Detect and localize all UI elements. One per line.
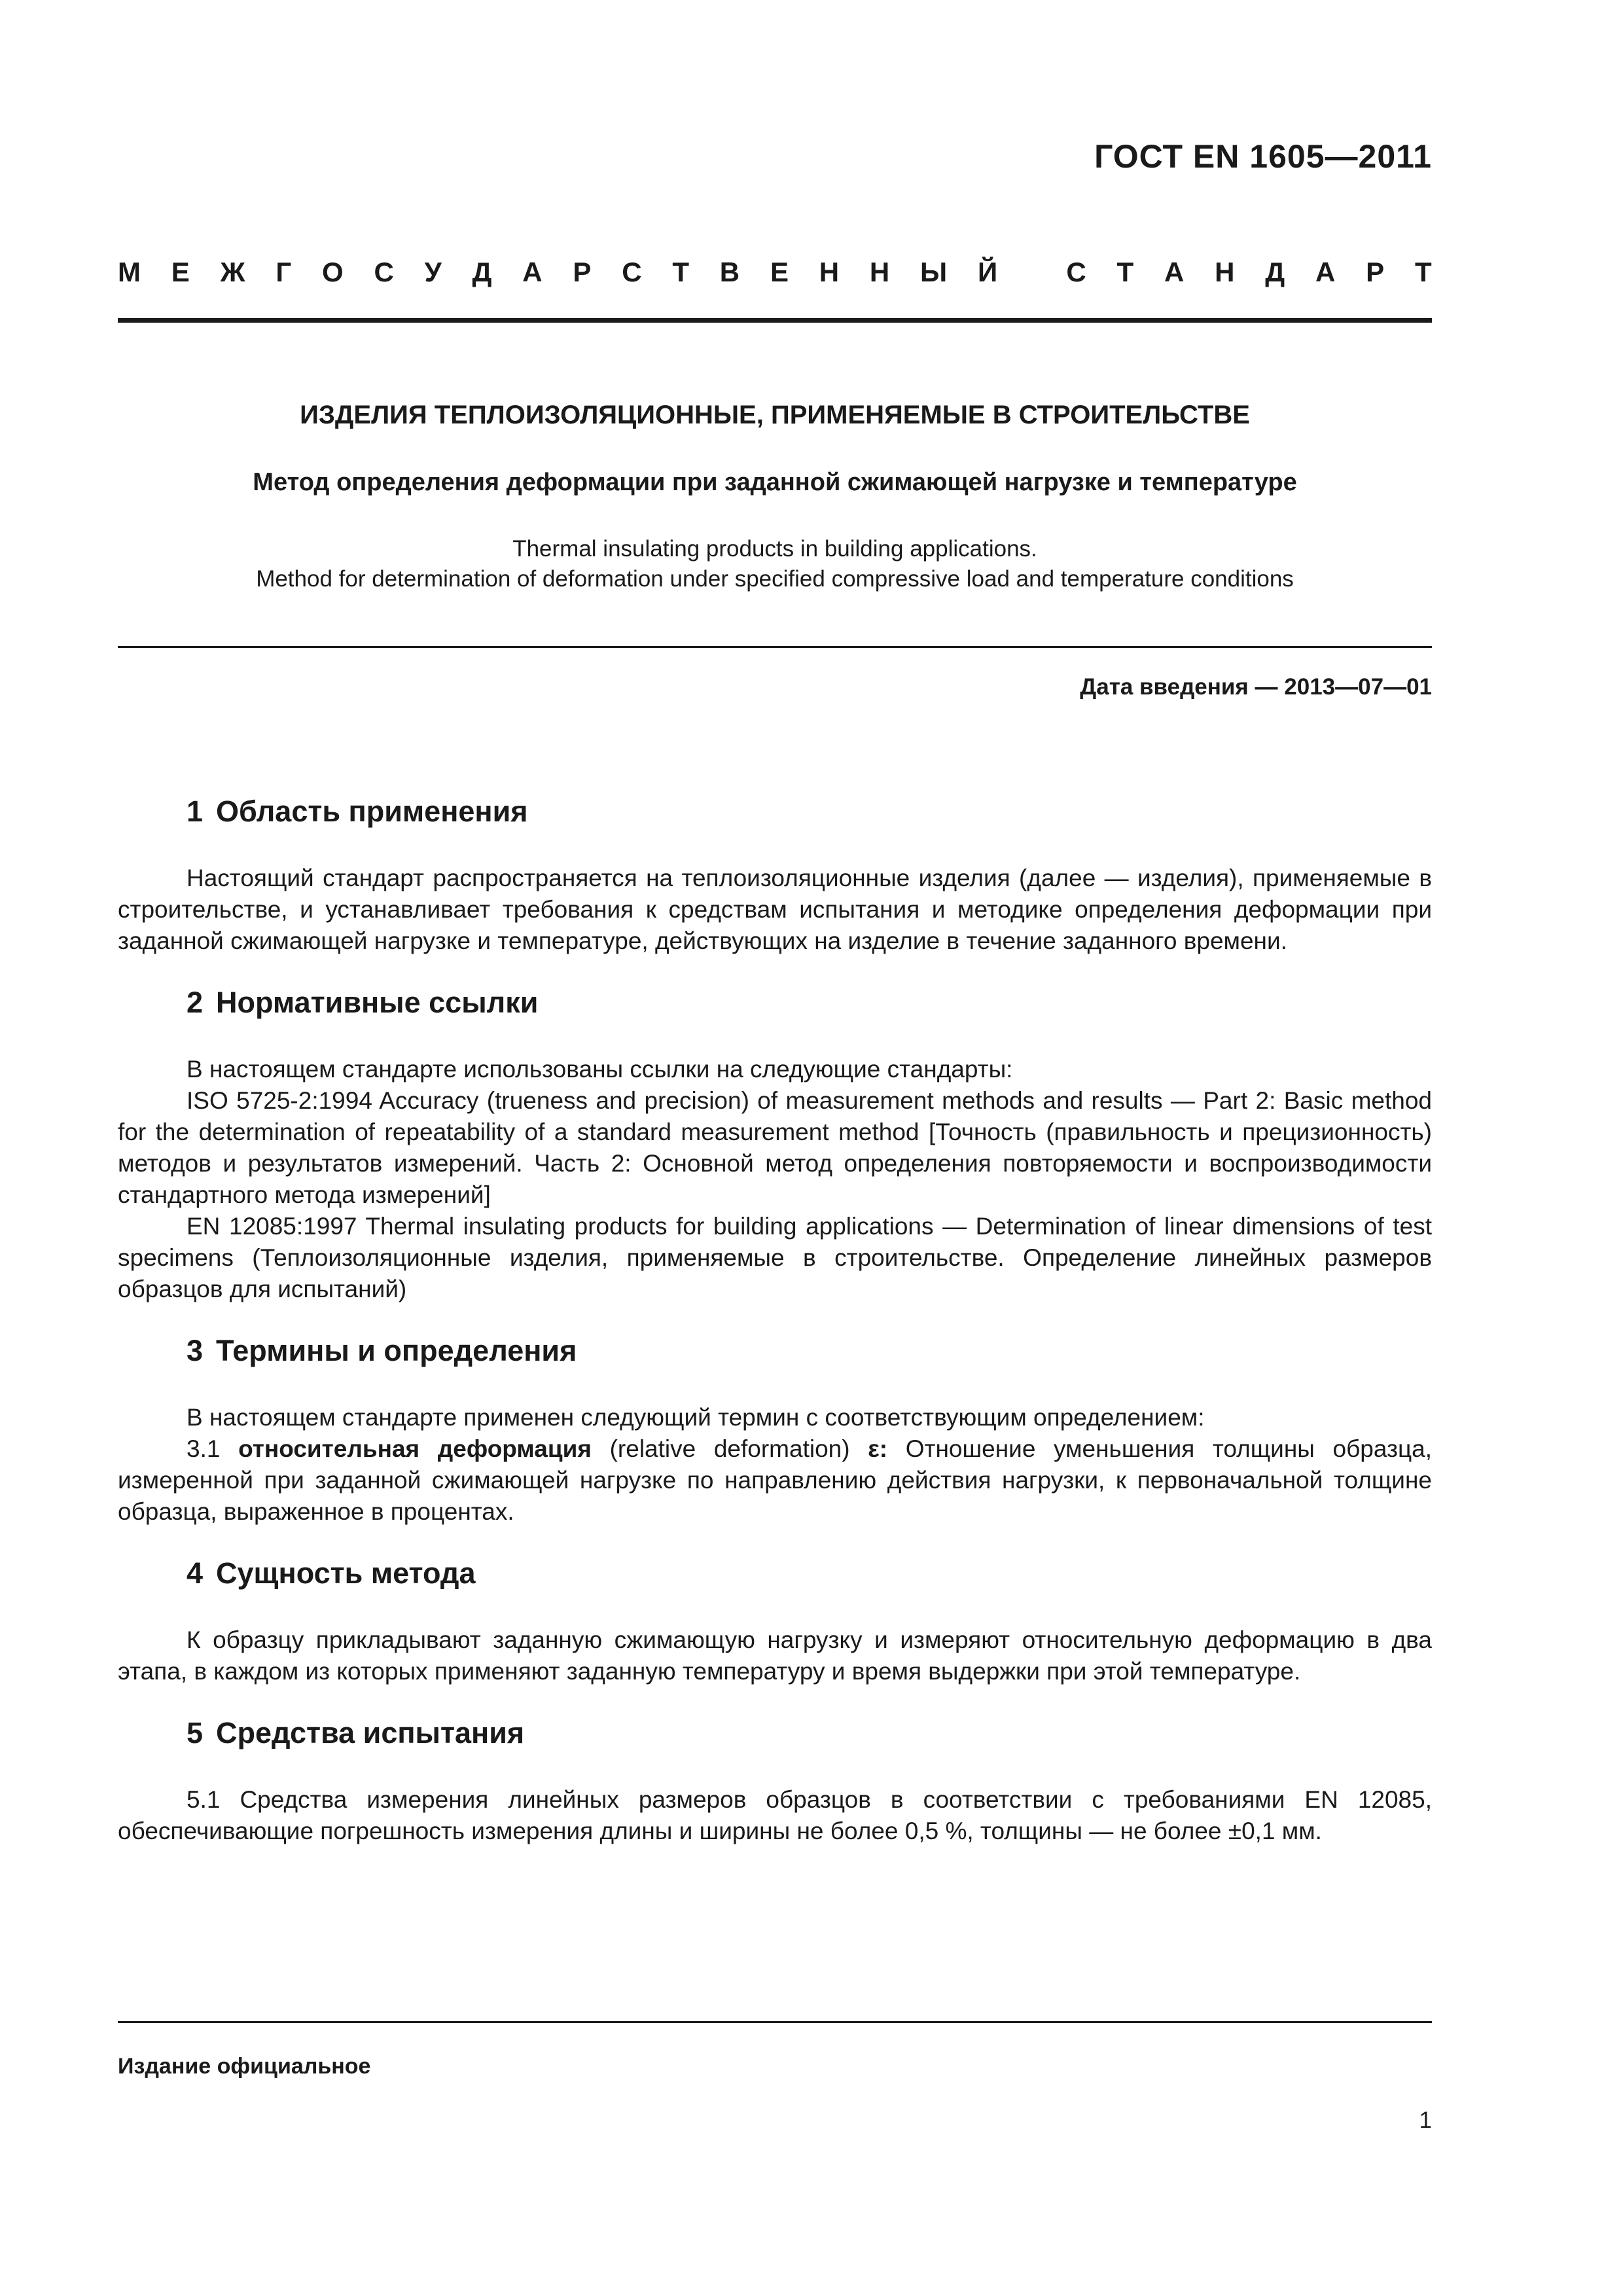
term-number: 3.1: [187, 1435, 221, 1462]
label-letter: С: [622, 257, 642, 287]
official-edition-label: Издание официальное: [118, 2054, 371, 2079]
paragraph: Настоящий стандарт распространяется на теплоизоляционные изделия (далее — изделия), применяемые в строительстве, и устанавливает требования к средствам испытания и методике определения деформации при заданной сжимающей нагрузке и температуре, действующих на изделие в течение заданного времени.: [118, 865, 1432, 954]
label-letter: Е: [171, 257, 190, 287]
label-gap: [1028, 257, 1036, 288]
paragraph: В настоящем стандарте применен следующий термин с соответствующим определением:: [187, 1404, 1205, 1431]
paragraph: В настоящем стандарте использованы ссылки на следующие стандарты:: [187, 1056, 1013, 1083]
reference-en-12085: EN 12085:1997 Thermal insulating products for building applications — Determination of linear dimensions of test specimens (Теплоизоляционные изделия, применяемые в строительстве. Определение линейных размеров образцов для испытаний): [118, 1213, 1432, 1302]
label-letter: А: [1164, 257, 1185, 287]
section-title: Область применения: [216, 795, 528, 828]
document-subtitle: Метод определения деформации при заданной сжимающей нагрузке и температуре: [253, 469, 1297, 496]
section-number: 4: [187, 1556, 204, 1590]
label-letter: Й: [977, 257, 998, 287]
label-letter: В: [719, 257, 740, 287]
page-number: 1: [1419, 2108, 1432, 2133]
label-letter: Р: [573, 257, 592, 287]
section-number: 3: [187, 1334, 204, 1367]
label-letter: А: [1315, 257, 1336, 287]
document-title-english: [118, 534, 1432, 594]
term-definition: [118, 1433, 1432, 1528]
label-letter: Н: [869, 257, 890, 287]
document-code: ГОСТ EN 1605—2011: [1094, 138, 1432, 175]
title-en-line-1: Thermal insulating products in building applications.: [512, 536, 1037, 562]
label-letter: О: [321, 257, 344, 287]
label-letter: Т: [1116, 257, 1134, 287]
section-terms: [118, 1331, 1432, 1528]
title-en-line-2: Method for determination of deformation under specified compressive load and temperature conditions: [256, 566, 1294, 592]
section-title: Средства испытания: [216, 1716, 525, 1749]
footer-divider: [118, 2021, 1432, 2023]
document-body: [118, 792, 1432, 1873]
section-number: 5: [187, 1716, 204, 1749]
term-name: относительная деформация: [238, 1435, 592, 1462]
standard-type-label: [118, 257, 1432, 288]
introduction-date: Дата введения — 2013—07—01: [1080, 674, 1432, 700]
label-letter: С: [374, 257, 394, 287]
section-heading: [187, 1331, 1432, 1371]
section-title: Термины и определения: [216, 1334, 577, 1367]
label-letter: Т: [672, 257, 689, 287]
section-heading: [187, 792, 1432, 831]
label-letter: Н: [819, 257, 840, 287]
term-english: (relative deformation): [609, 1435, 850, 1462]
section-heading: [187, 1713, 1432, 1753]
header-divider: [118, 318, 1432, 323]
reference-iso-5725: ISO 5725-2:1994 Accuracy (trueness and precision) of measurement methods and results — Part 2: Basic method for the determination of repeatability of a standard measurement method [Точность (правильность и прецизионность) методов и результатов измерений. Часть 2: Основной метод определения повторяемости и воспроизводимости стандартного метода измерений]: [118, 1087, 1432, 1208]
section-title: Сущность метода: [216, 1556, 476, 1590]
label-letter: Ы: [920, 257, 948, 287]
section-number: 2: [187, 986, 204, 1019]
label-letter: Ж: [220, 257, 245, 287]
section-heading: [187, 983, 1432, 1022]
paragraph: 5.1 Средства измерения линейных размеров образцов в соответствии с требованиями EN 12085, обеспечивающие погрешность измерения длины и ширины не более 0,5 %, толщины — не более ±0,1 мм.: [118, 1786, 1432, 1844]
section-number: 1: [187, 795, 204, 828]
paragraph: К образцу прикладывают заданную сжимающую нагрузку и измеряют относительную деформацию в два этапа, в каждом из которых применяют заданную температуру и время выдержки при этой температуре.: [118, 1626, 1432, 1685]
label-letter: С: [1066, 257, 1086, 287]
label-letter: М: [118, 257, 141, 287]
section-test-equipment: [118, 1713, 1432, 1847]
label-letter: Н: [1215, 257, 1235, 287]
label-letter: Г: [276, 257, 292, 287]
section-scope: [118, 792, 1432, 957]
section-method-essence: [118, 1554, 1432, 1687]
label-letter: У: [424, 257, 442, 287]
label-letter: Т: [1414, 257, 1432, 287]
section-title: Нормативные ссылки: [216, 986, 539, 1019]
term-definition-text: Отношение уменьшения толщины образца, измеренной при заданной сжимающей нагрузке по направлению действия нагрузки, к первоначальной толщине образца, выраженное в процентах.: [118, 1435, 1433, 1525]
term-symbol: ε:: [868, 1435, 888, 1462]
label-letter: Е: [770, 257, 789, 287]
label-letter: А: [522, 257, 543, 287]
document-title: ИЗДЕЛИЯ ТЕПЛОИЗОЛЯЦИОННЫЕ, ПРИМЕНЯЕМЫЕ В СТРОИТЕЛЬСТВЕ: [300, 401, 1250, 429]
title-divider: [118, 646, 1432, 648]
label-letter: Д: [472, 257, 492, 287]
label-letter: Р: [1366, 257, 1385, 287]
section-normative-references: [118, 983, 1432, 1305]
label-letter: Д: [1265, 257, 1285, 287]
section-heading: [187, 1554, 1432, 1593]
